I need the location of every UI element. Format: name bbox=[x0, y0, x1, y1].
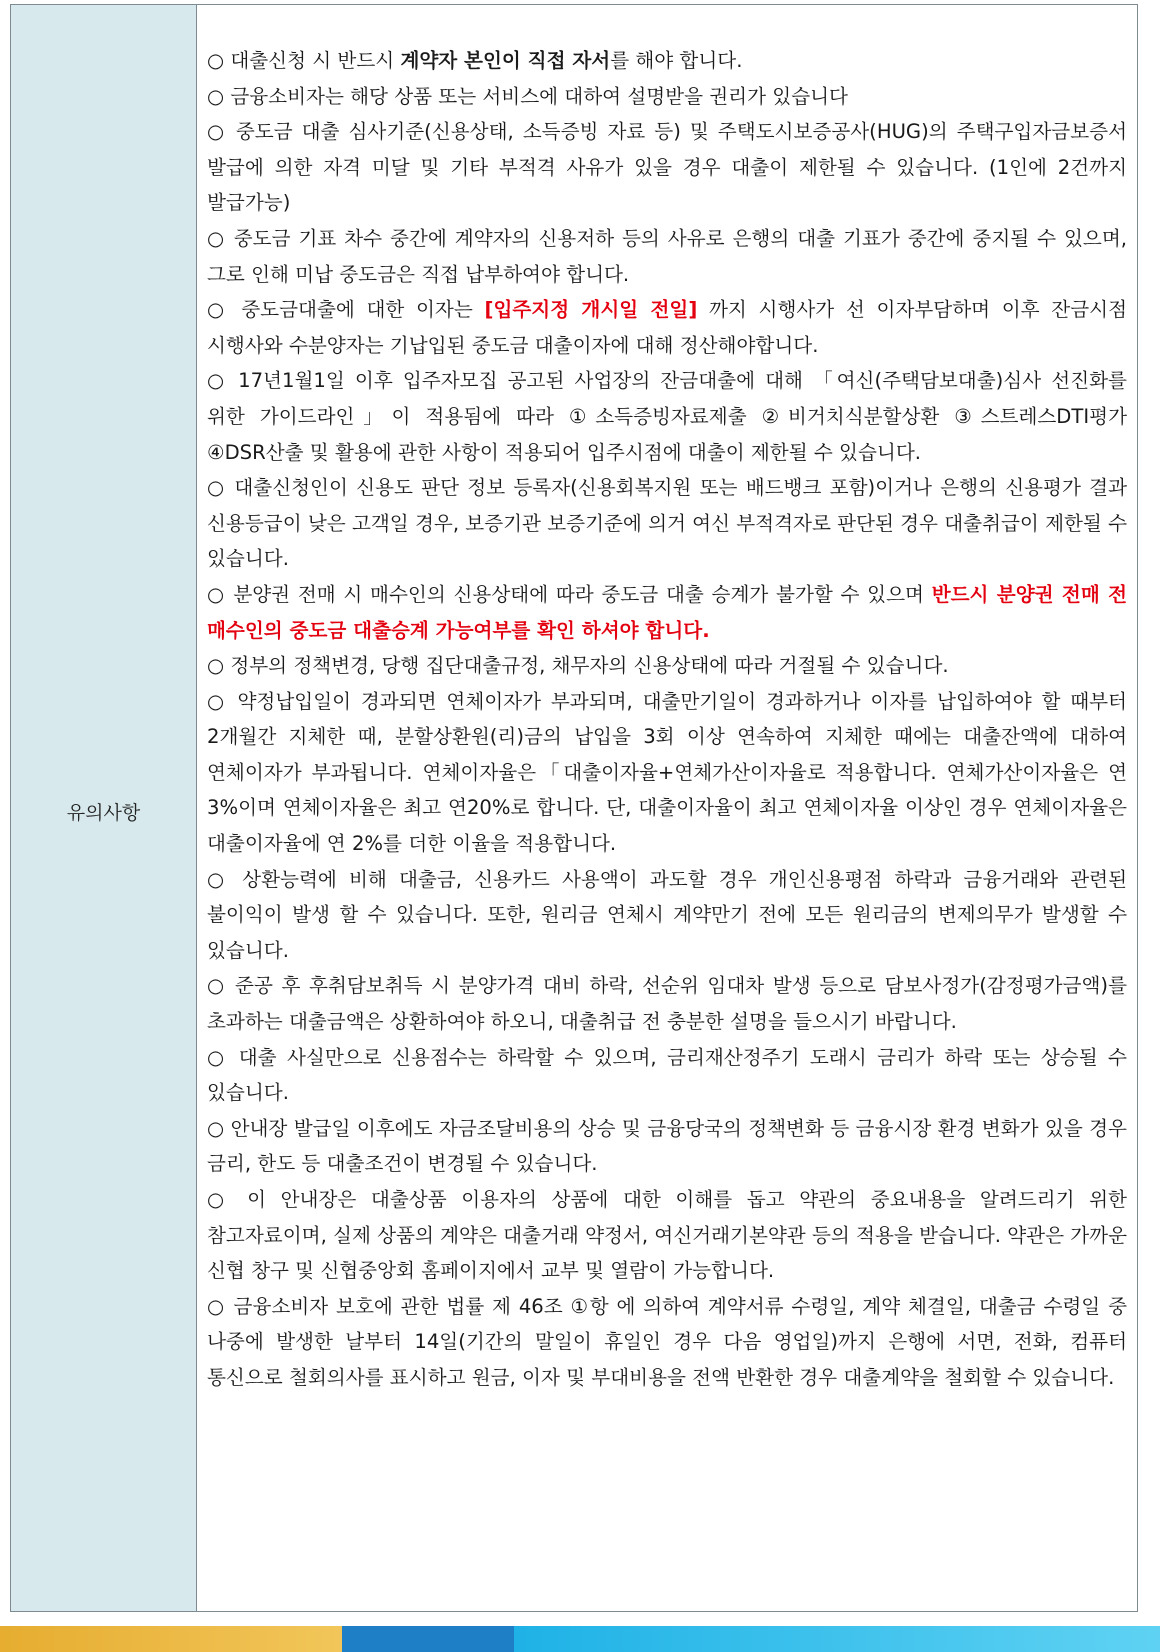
footer-bar-gold bbox=[0, 1626, 342, 1652]
notice-label: 유의사항 bbox=[11, 5, 197, 1611]
notice-item bbox=[207, 968, 1127, 1039]
notice-text: ○ 분양권 전매 시 매수인의 신용상태에 따라 중도금 대출 승계가 불가할 수 있으며 bbox=[207, 582, 932, 606]
highlight-red-text: [입주지정 개시일 전일] bbox=[484, 298, 698, 322]
notice-table bbox=[10, 4, 1138, 1612]
notice-text: ○ 17년1월1일 이후 입주자모집 공고된 사업장의 잔금대출에 대해 「여신(주택담보대출)심사 선진화를 위한 가이드라인」이 적용됨에 따라 ①소득증빙자료제출 ②비거치식분할상환 ③스트레스DTI평가 ④DSR산출 및 활용에 관한 사항이 적용되어 입주시점에 대출이 제한될 수 있습니다. bbox=[207, 369, 1127, 464]
notice-text: ○ 중도금대출에 대한 이자는 bbox=[207, 298, 485, 322]
notice-item bbox=[207, 43, 1127, 79]
notice-text: ○ 대출신청인이 신용도 판단 정보 등록자(신용회복지원 또는 배드뱅크 포함)이거나 은행의 신용평가 결과 신용등급이 낮은 고객일 경우, 보증기관 보증기준에 의거 여신 부적격자로 판단된 경우 대출취급이 제한될 수 있습니다. bbox=[207, 476, 1128, 571]
notice-item bbox=[207, 363, 1127, 470]
notice-item bbox=[207, 1289, 1127, 1396]
notice-text: ○ 대출신청 시 반드시 bbox=[207, 49, 401, 72]
notice-item bbox=[207, 684, 1127, 862]
notice-item bbox=[207, 221, 1127, 292]
notice-text: 를 해야 합니다. bbox=[610, 49, 743, 72]
notice-text: ○ 금융소비자는 해당 상품 또는 서비스에 대하여 설명받을 권리가 있습니다 bbox=[207, 84, 848, 108]
notice-item bbox=[207, 470, 1127, 577]
notice-item bbox=[207, 114, 1127, 221]
notice-text: ○ 정부의 정책변경, 당행 집단대출규정, 채무자의 신용상태에 따라 거절될 수 있습니다. bbox=[207, 654, 949, 678]
notice-item bbox=[207, 292, 1127, 363]
notice-item bbox=[207, 577, 1127, 648]
notice-item bbox=[207, 862, 1127, 969]
highlight-bold-text: 계약자 본인이 직접 자서 bbox=[400, 49, 611, 72]
footer-bar-cyan bbox=[514, 1626, 1160, 1652]
notice-text: ○ 안내장 발급일 이후에도 자금조달비용의 상승 및 금융당국의 정책변화 등 금융시장 환경 변화가 있을 경우 금리, 한도 등 대출조건이 변경될 수 있습니다. bbox=[207, 1116, 1127, 1176]
notice-content bbox=[197, 5, 1137, 1611]
notice-text: ○ 금융소비자 보호에 관한 법률 제 46조 ①항 에 의하여 계약서류 수령일, 계약 체결일, 대출금 수령일 중 나중에 발생한 날부터 14일(기간의 말일이 휴일인 경우 다음 영업일)까지 은행에 서면, 전화, 컴퓨터 통신으로 철회의사를 표시하고 원금, 이자 및 부대비용을 전액 반환한 경우 대출계약을 철회할 수 있습니다. bbox=[207, 1294, 1127, 1389]
notice-text: ○ 준공 후 후취담보취득 시 분양가격 대비 하락, 선순위 임대차 발생 등으로 담보사정가(감정평가금액)를 초과하는 대출금액은 상환하여야 하오니, 대출취급 전 충분한 설명을 들으시기 바랍니다. bbox=[207, 974, 1127, 1034]
notice-text: ○ 중도금 기표 차수 중간에 계약자의 신용저하 등의 사유로 은행의 대출 기표가 중간에 중지될 수 있으며, 그로 인해 미납 중도금은 직접 납부하여야 합니다. bbox=[207, 226, 1127, 286]
notice-item bbox=[207, 1040, 1127, 1111]
notice-text: ○ 이 안내장은 대출상품 이용자의 상품에 대한 이해를 돕고 약관의 중요내용을 알려드리기 위한 참고자료이며, 실제 상품의 계약은 대출거래 약정서, 여신거래기본약관 등의 적용을 받습니다. 약관은 가까운 신협 창구 및 신협중앙회 홈페이지에서 교부 및 열람이 가능합니다. bbox=[207, 1188, 1128, 1283]
notice-text: ○ 중도금 대출 심사기준(신용상태, 소득증빙 자료 등) 및 주택도시보증공사(HUG)의 주택구입자금보증서 발급에 의한 자격 미달 및 기타 부적격 사유가 있을 경우 대출이 제한될 수 있습니다. (1인에 2건까지 발급가능) bbox=[207, 120, 1127, 215]
footer-color-bar bbox=[0, 1626, 1160, 1652]
notice-text: ○ 상환능력에 비해 대출금, 신용카드 사용액이 과도할 경우 개인신용평점 하락과 금융거래와 관련된 불이익이 발생 할 수 있습니다. 또한, 원리금 연체시 계약만기 전에 모든 원리금의 변제의무가 발생할 수 있습니다. bbox=[207, 867, 1127, 962]
notice-item bbox=[207, 79, 1127, 115]
notice-text: 까지 시행사가 선 이자부담하며 이후 잔금시점 시행사와 수분양자는 기납입된 중도금 대출이자에 대해 정산해야합니다. bbox=[207, 298, 1128, 357]
footer-bar-blue bbox=[342, 1626, 514, 1652]
notice-item bbox=[207, 1182, 1127, 1289]
notice-text: ○ 약정납입일이 경과되면 연체이자가 부과되며, 대출만기일이 경과하거나 이자를 납입하여야 할 때부터 2개월간 지체한 때, 분할상환원(리)금의 납입을 3회 이상 연속하여 지체한 때에는 대출잔액에 대하여 연체이자가 부과됩니다. 연체이자율은「대출이자율+연체가산이자율로 적용합니다. 연체가산이자율은 연 3%이며 연체이자율은 최고 연20%로 합니다. 단, 대출이자율이 최고 연체이자율 이상인 경우 연체이자율은 대출이자율에 연 2%를 더한 이율을 적용합니다. bbox=[207, 689, 1127, 856]
notice-item bbox=[207, 1111, 1127, 1182]
highlight-red-text: 반드시 분양권 전매 전 매수인의 중도금 대출승계 가능여부를 확인 하셔야 합니다. bbox=[207, 582, 1128, 642]
notice-item bbox=[207, 648, 1127, 684]
notice-text: ○ 대출 사실만으로 신용점수는 하락할 수 있으며, 금리재산정주기 도래시 금리가 하락 또는 상승될 수 있습니다. bbox=[207, 1045, 1127, 1105]
